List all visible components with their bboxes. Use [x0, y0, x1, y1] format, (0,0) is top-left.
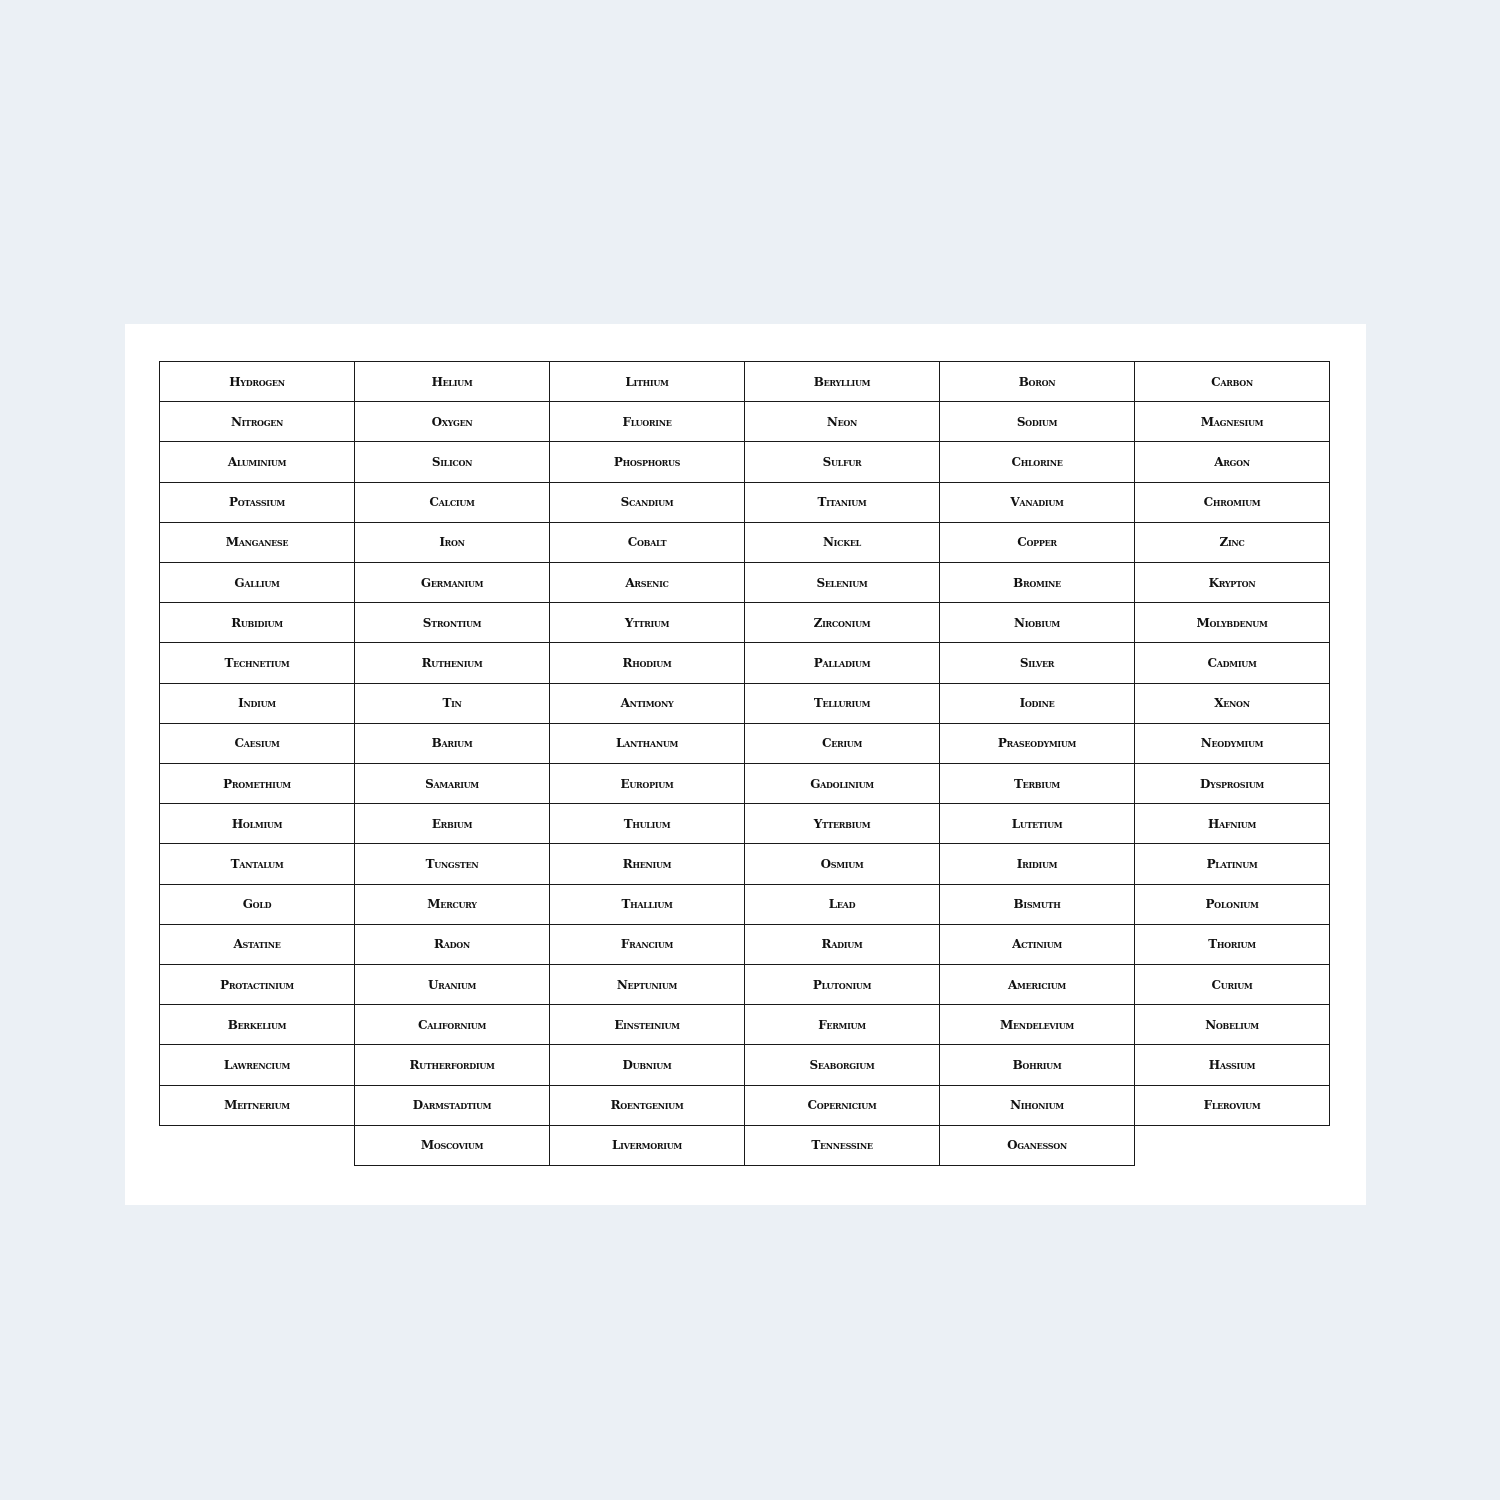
element-name-cell: Tennessine: [744, 1125, 940, 1166]
element-name-cell: Osmium: [744, 843, 940, 884]
element-name-cell: Erbium: [354, 803, 550, 844]
element-name-grid: [159, 361, 1330, 1167]
element-name-cell: Indium: [159, 683, 355, 724]
element-name-cell: Protactinium: [159, 964, 355, 1005]
element-name-cell: Neptunium: [549, 964, 745, 1005]
element-name-cell: Silver: [939, 642, 1135, 683]
element-name-cell: Magnesium: [1134, 401, 1330, 442]
element-name-cell: Zinc: [1134, 522, 1330, 563]
element-name-cell: Nickel: [744, 522, 940, 563]
element-name-cell: Polonium: [1134, 884, 1330, 925]
element-name-cell: Vanadium: [939, 482, 1135, 523]
element-name-cell: Iron: [354, 522, 550, 563]
element-name-cell: Bohrium: [939, 1044, 1135, 1085]
element-name-cell: Hassium: [1134, 1044, 1330, 1085]
element-name-cell: Iridium: [939, 843, 1135, 884]
element-name-cell: Darmstadtium: [354, 1085, 550, 1126]
element-name-cell: Bismuth: [939, 884, 1135, 925]
element-name-cell: Molybdenum: [1134, 602, 1330, 643]
element-name-cell: Oxygen: [354, 401, 550, 442]
element-name-cell: Actinium: [939, 924, 1135, 965]
element-name-cell: Berkelium: [159, 1004, 355, 1045]
element-name-cell: Dubnium: [549, 1044, 745, 1085]
element-name-cell: Beryllium: [744, 361, 940, 402]
element-name-cell: Thorium: [1134, 924, 1330, 965]
element-name-cell: Helium: [354, 361, 550, 402]
element-name-cell: Cadmium: [1134, 642, 1330, 683]
element-name-cell: Samarium: [354, 763, 550, 804]
element-name-cell: Tin: [354, 683, 550, 724]
element-name-cell: Cobalt: [549, 522, 745, 563]
element-name-cell: Sodium: [939, 401, 1135, 442]
element-name-cell: Ruthenium: [354, 642, 550, 683]
element-name-cell: Lutetium: [939, 803, 1135, 844]
element-name-cell: Lawrencium: [159, 1044, 355, 1085]
element-name-cell: Ytterbium: [744, 803, 940, 844]
element-name-cell: Sulfur: [744, 441, 940, 482]
element-name-cell: Technetium: [159, 642, 355, 683]
element-name-cell: Calcium: [354, 482, 550, 523]
element-name-cell: Praseodymium: [939, 723, 1135, 764]
element-name-cell: Chromium: [1134, 482, 1330, 523]
element-name-cell: Niobium: [939, 602, 1135, 643]
element-name-cell: Livermorium: [549, 1125, 745, 1166]
element-name-cell: Terbium: [939, 763, 1135, 804]
element-name-cell: Oganesson: [939, 1125, 1135, 1166]
element-name-cell: Nihonium: [939, 1085, 1135, 1126]
element-name-cell: Holmium: [159, 803, 355, 844]
element-name-cell: Astatine: [159, 924, 355, 965]
element-name-cell: Plutonium: [744, 964, 940, 1005]
element-name-cell: Fermium: [744, 1004, 940, 1045]
element-name-cell: Neon: [744, 401, 940, 442]
element-name-cell: Gadolinium: [744, 763, 940, 804]
element-name-cell: Meitnerium: [159, 1085, 355, 1126]
element-name-cell: Palladium: [744, 642, 940, 683]
element-name-cell: Roentgenium: [549, 1085, 745, 1126]
element-name-cell: Seaborgium: [744, 1044, 940, 1085]
element-name-cell: Francium: [549, 924, 745, 965]
element-name-cell: Copper: [939, 522, 1135, 563]
element-name-cell: Antimony: [549, 683, 745, 724]
element-name-cell: Hydrogen: [159, 361, 355, 402]
element-name-cell: Selenium: [744, 562, 940, 603]
element-name-cell: Moscovium: [354, 1125, 550, 1166]
element-name-cell: Nitrogen: [159, 401, 355, 442]
element-name-cell: Promethium: [159, 763, 355, 804]
element-name-cell: Hafnium: [1134, 803, 1330, 844]
element-name-cell: Rutherfordium: [354, 1044, 550, 1085]
element-name-cell: Tellurium: [744, 683, 940, 724]
element-name-cell: Phosphorus: [549, 441, 745, 482]
element-name-cell: Cerium: [744, 723, 940, 764]
element-name-cell: Gold: [159, 884, 355, 925]
element-name-cell: Thulium: [549, 803, 745, 844]
element-name-cell: Scandium: [549, 482, 745, 523]
element-name-cell: Californium: [354, 1004, 550, 1045]
element-name-cell: Yttrium: [549, 602, 745, 643]
element-name-cell: Caesium: [159, 723, 355, 764]
element-name-cell: Boron: [939, 361, 1135, 402]
element-name-cell: Gallium: [159, 562, 355, 603]
element-name-cell: Copernicium: [744, 1085, 940, 1126]
element-name-cell: Silicon: [354, 441, 550, 482]
element-name-cell: Zirconium: [744, 602, 940, 643]
element-name-cell: Mercury: [354, 884, 550, 925]
element-name-cell: Mendelevium: [939, 1004, 1135, 1045]
element-name-cell: Lead: [744, 884, 940, 925]
element-name-cell: Dysprosium: [1134, 763, 1330, 804]
element-name-cell: Manganese: [159, 522, 355, 563]
element-name-cell: Argon: [1134, 441, 1330, 482]
element-name-cell: Barium: [354, 723, 550, 764]
element-name-cell: Strontium: [354, 602, 550, 643]
element-name-cell: Europium: [549, 763, 745, 804]
element-name-cell: Thallium: [549, 884, 745, 925]
element-name-cell: Carbon: [1134, 361, 1330, 402]
element-name-cell: Uranium: [354, 964, 550, 1005]
element-name-cell: Rubidium: [159, 602, 355, 643]
element-name-cell: Tantalum: [159, 843, 355, 884]
element-name-cell: Aluminium: [159, 441, 355, 482]
element-name-cell: Bromine: [939, 562, 1135, 603]
element-name-cell: Arsenic: [549, 562, 745, 603]
element-name-cell: Radon: [354, 924, 550, 965]
element-name-cell: Lanthanum: [549, 723, 745, 764]
element-name-cell: Platinum: [1134, 843, 1330, 884]
element-name-cell: Einsteinium: [549, 1004, 745, 1045]
element-name-cell: Chlorine: [939, 441, 1135, 482]
element-name-cell: Tungsten: [354, 843, 550, 884]
element-name-cell: Americium: [939, 964, 1135, 1005]
element-name-cell: Krypton: [1134, 562, 1330, 603]
element-name-cell: Radium: [744, 924, 940, 965]
element-name-cell: Rhenium: [549, 843, 745, 884]
element-name-cell: Curium: [1134, 964, 1330, 1005]
element-name-cell: Xenon: [1134, 683, 1330, 724]
element-name-cell: Neodymium: [1134, 723, 1330, 764]
element-name-cell: Lithium: [549, 361, 745, 402]
element-name-cell: Nobelium: [1134, 1004, 1330, 1045]
element-name-cell: Fluorine: [549, 401, 745, 442]
element-name-cell: Flerovium: [1134, 1085, 1330, 1126]
element-name-cell: Titanium: [744, 482, 940, 523]
element-name-cell: Rhodium: [549, 642, 745, 683]
element-name-cell: Potassium: [159, 482, 355, 523]
element-name-cell: Germanium: [354, 562, 550, 603]
element-name-cell: Iodine: [939, 683, 1135, 724]
